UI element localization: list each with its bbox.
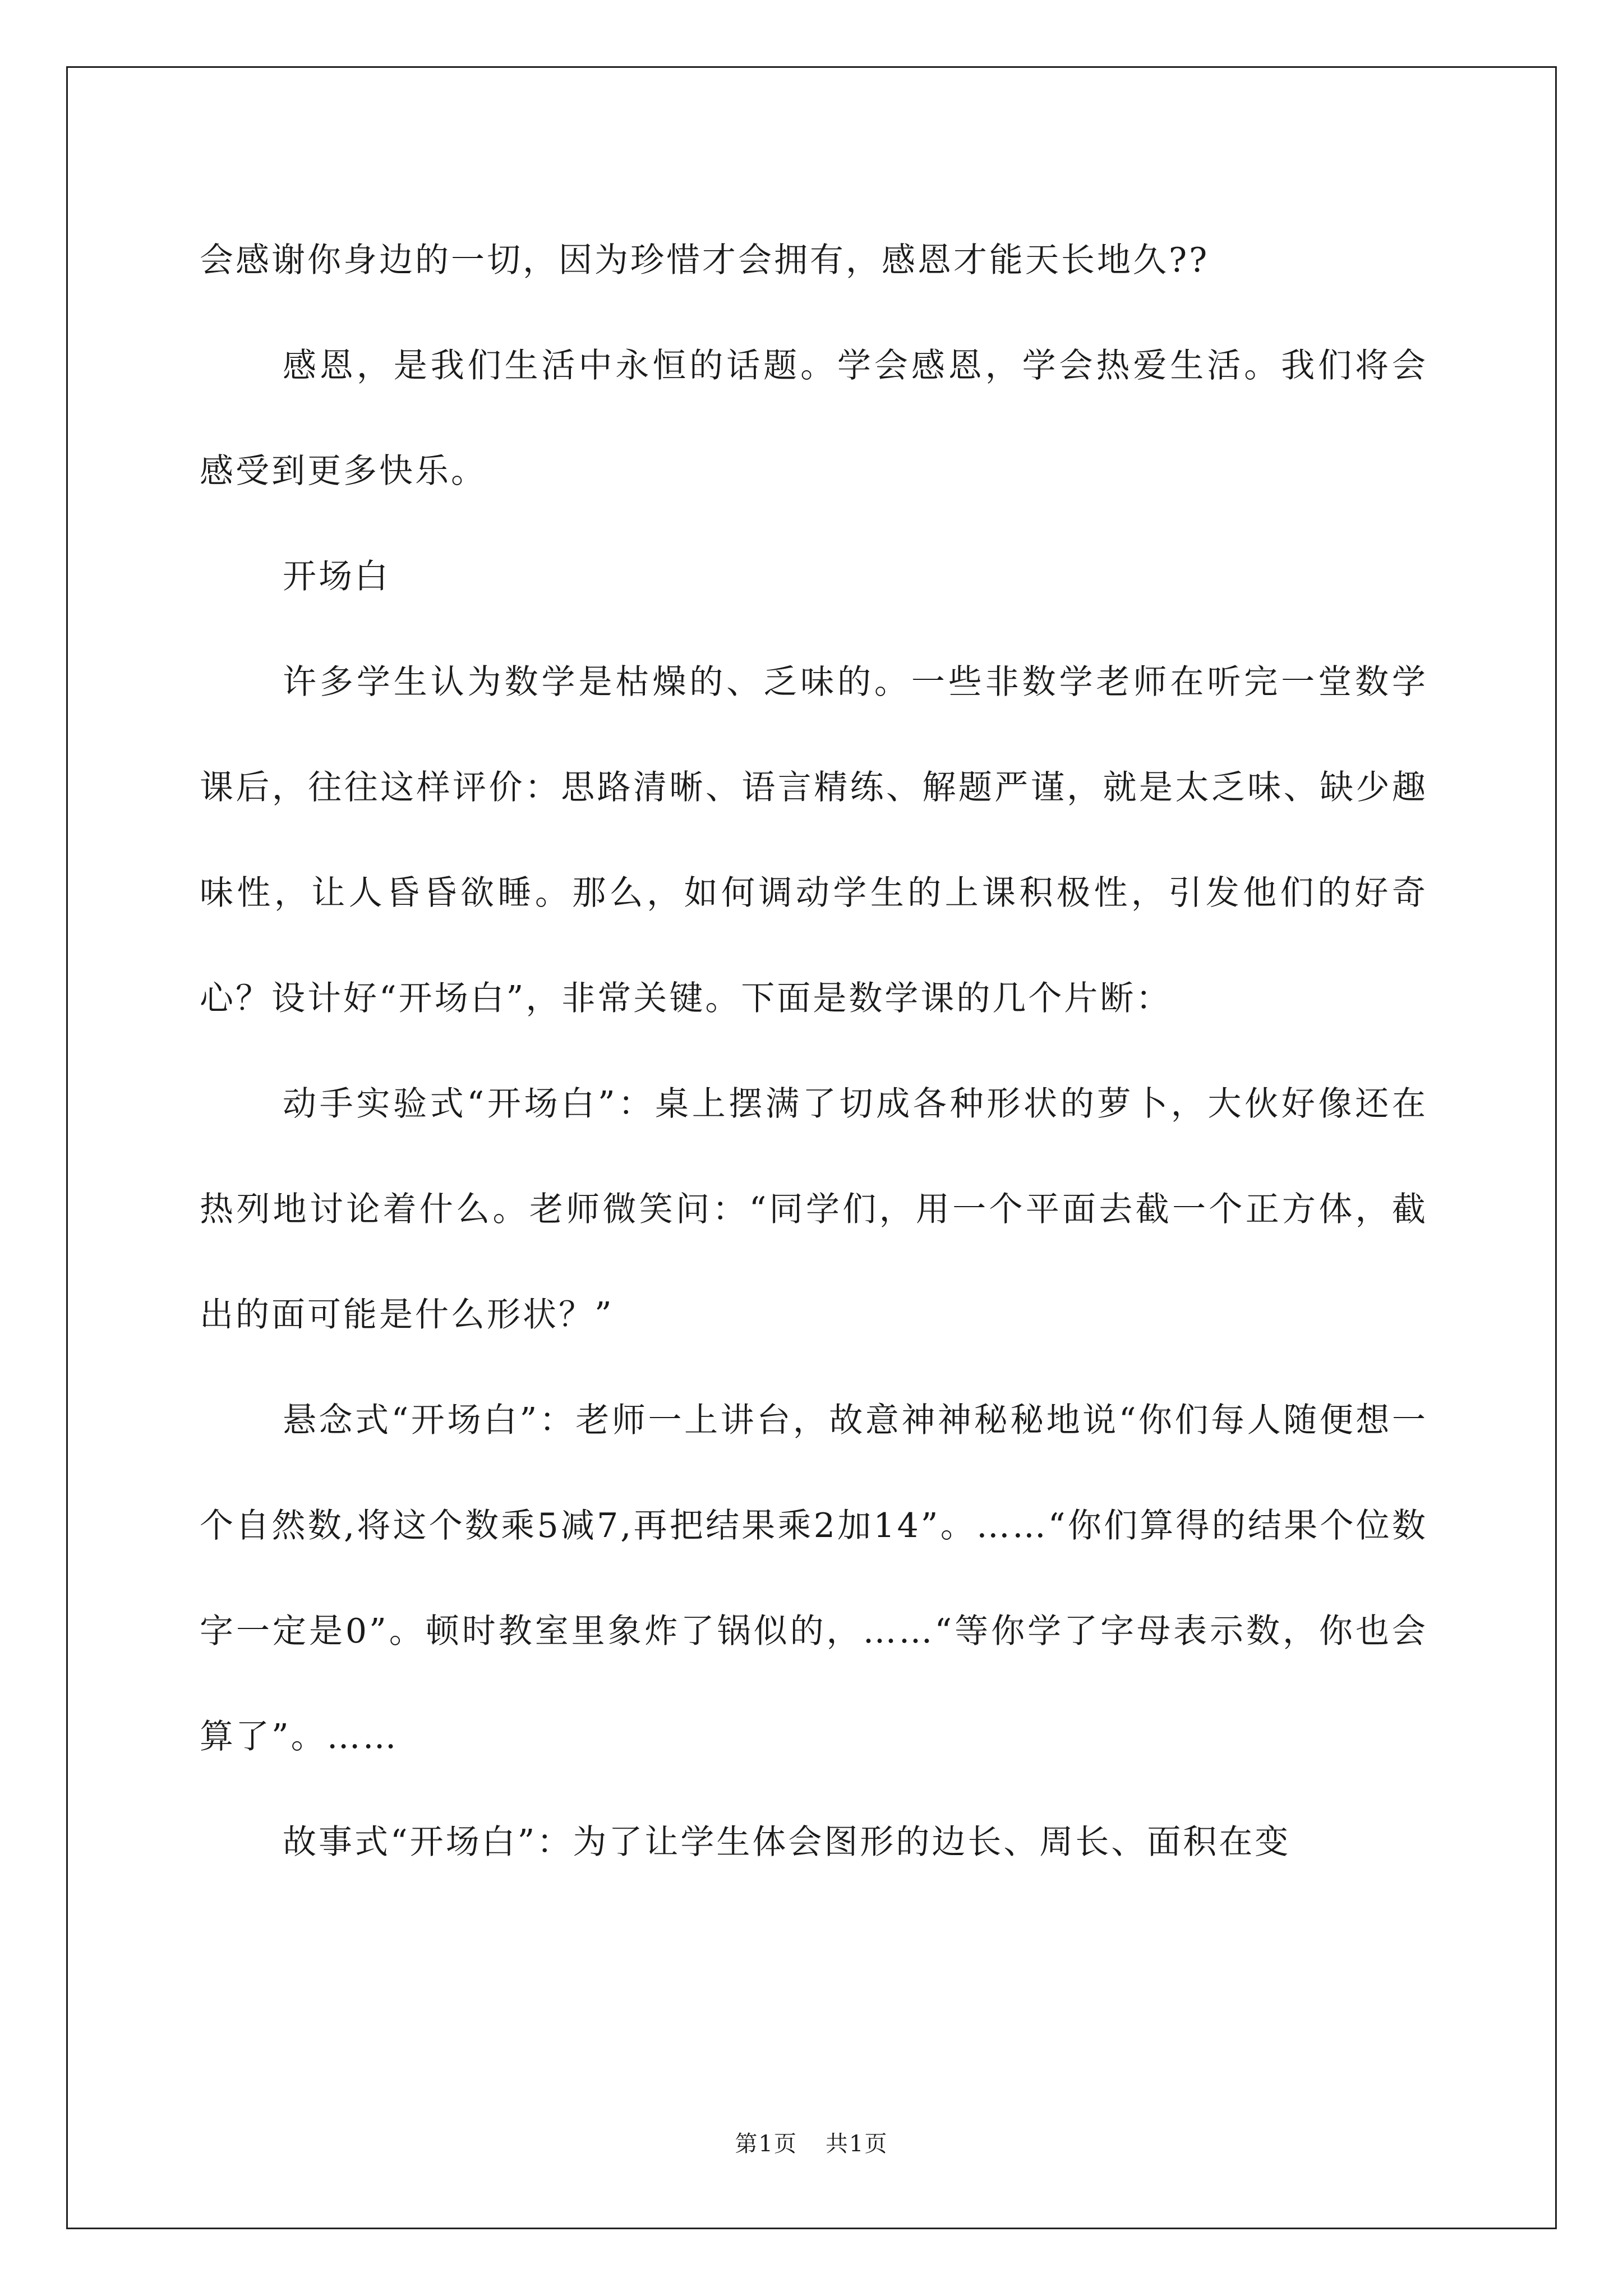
paragraph-continuation: 会感谢你身边的一切，因为珍惜才会拥有，感恩才能天长地久?? — [200, 241, 1210, 280]
page-number: 第1页 — [735, 2131, 797, 2157]
section-heading: 开场白 — [283, 557, 390, 596]
paragraph-suspense: 悬念式“开场白”：老师一上讲台，故意神神秘秘地说“你们每人随便想一个自然数,将这个数乘5减7,再把结果乘2加14”。……“你们算得的结果个位数字一定是0”。顿时教室里象炸了锅似的，……“等你学了字母表示数，你也会算了”。…… — [200, 1401, 1428, 1756]
page-total: 共1页 — [826, 2131, 888, 2157]
paragraph-intro: 许多学生认为数学是枯燥的、乏味的。一些非数学老师在听完一堂数学课后，往往这样评价：思路清晰、语言精练、解题严谨，就是太乏味、缺少趣味性，让人昏昏欲睡。那么，如何调动学生的上课积极性，引发他们的好奇心？设计好“开场白”，非常关键。下面是数学课的几个片断： — [200, 662, 1428, 1018]
paragraph-story: 故事式“开场白”：为了让学生体会图形的边长、周长、面积在变 — [283, 1823, 1291, 1862]
page-footer — [0, 2126, 1623, 2158]
paragraph-gratitude: 感恩，是我们生活中永恒的话题。学会感恩，学会热爱生活。我们将会感受到更多快乐。 — [200, 346, 1428, 491]
paragraph-experiment: 动手实验式“开场白”：桌上摆满了切成各种形状的萝卜，大伙好像还在热列地讨论着什么。老师微笑问：“同学们，用一个平面去截一个正方体，截出的面可能是什么形状？” — [200, 1084, 1428, 1335]
document-body — [200, 208, 1428, 1895]
